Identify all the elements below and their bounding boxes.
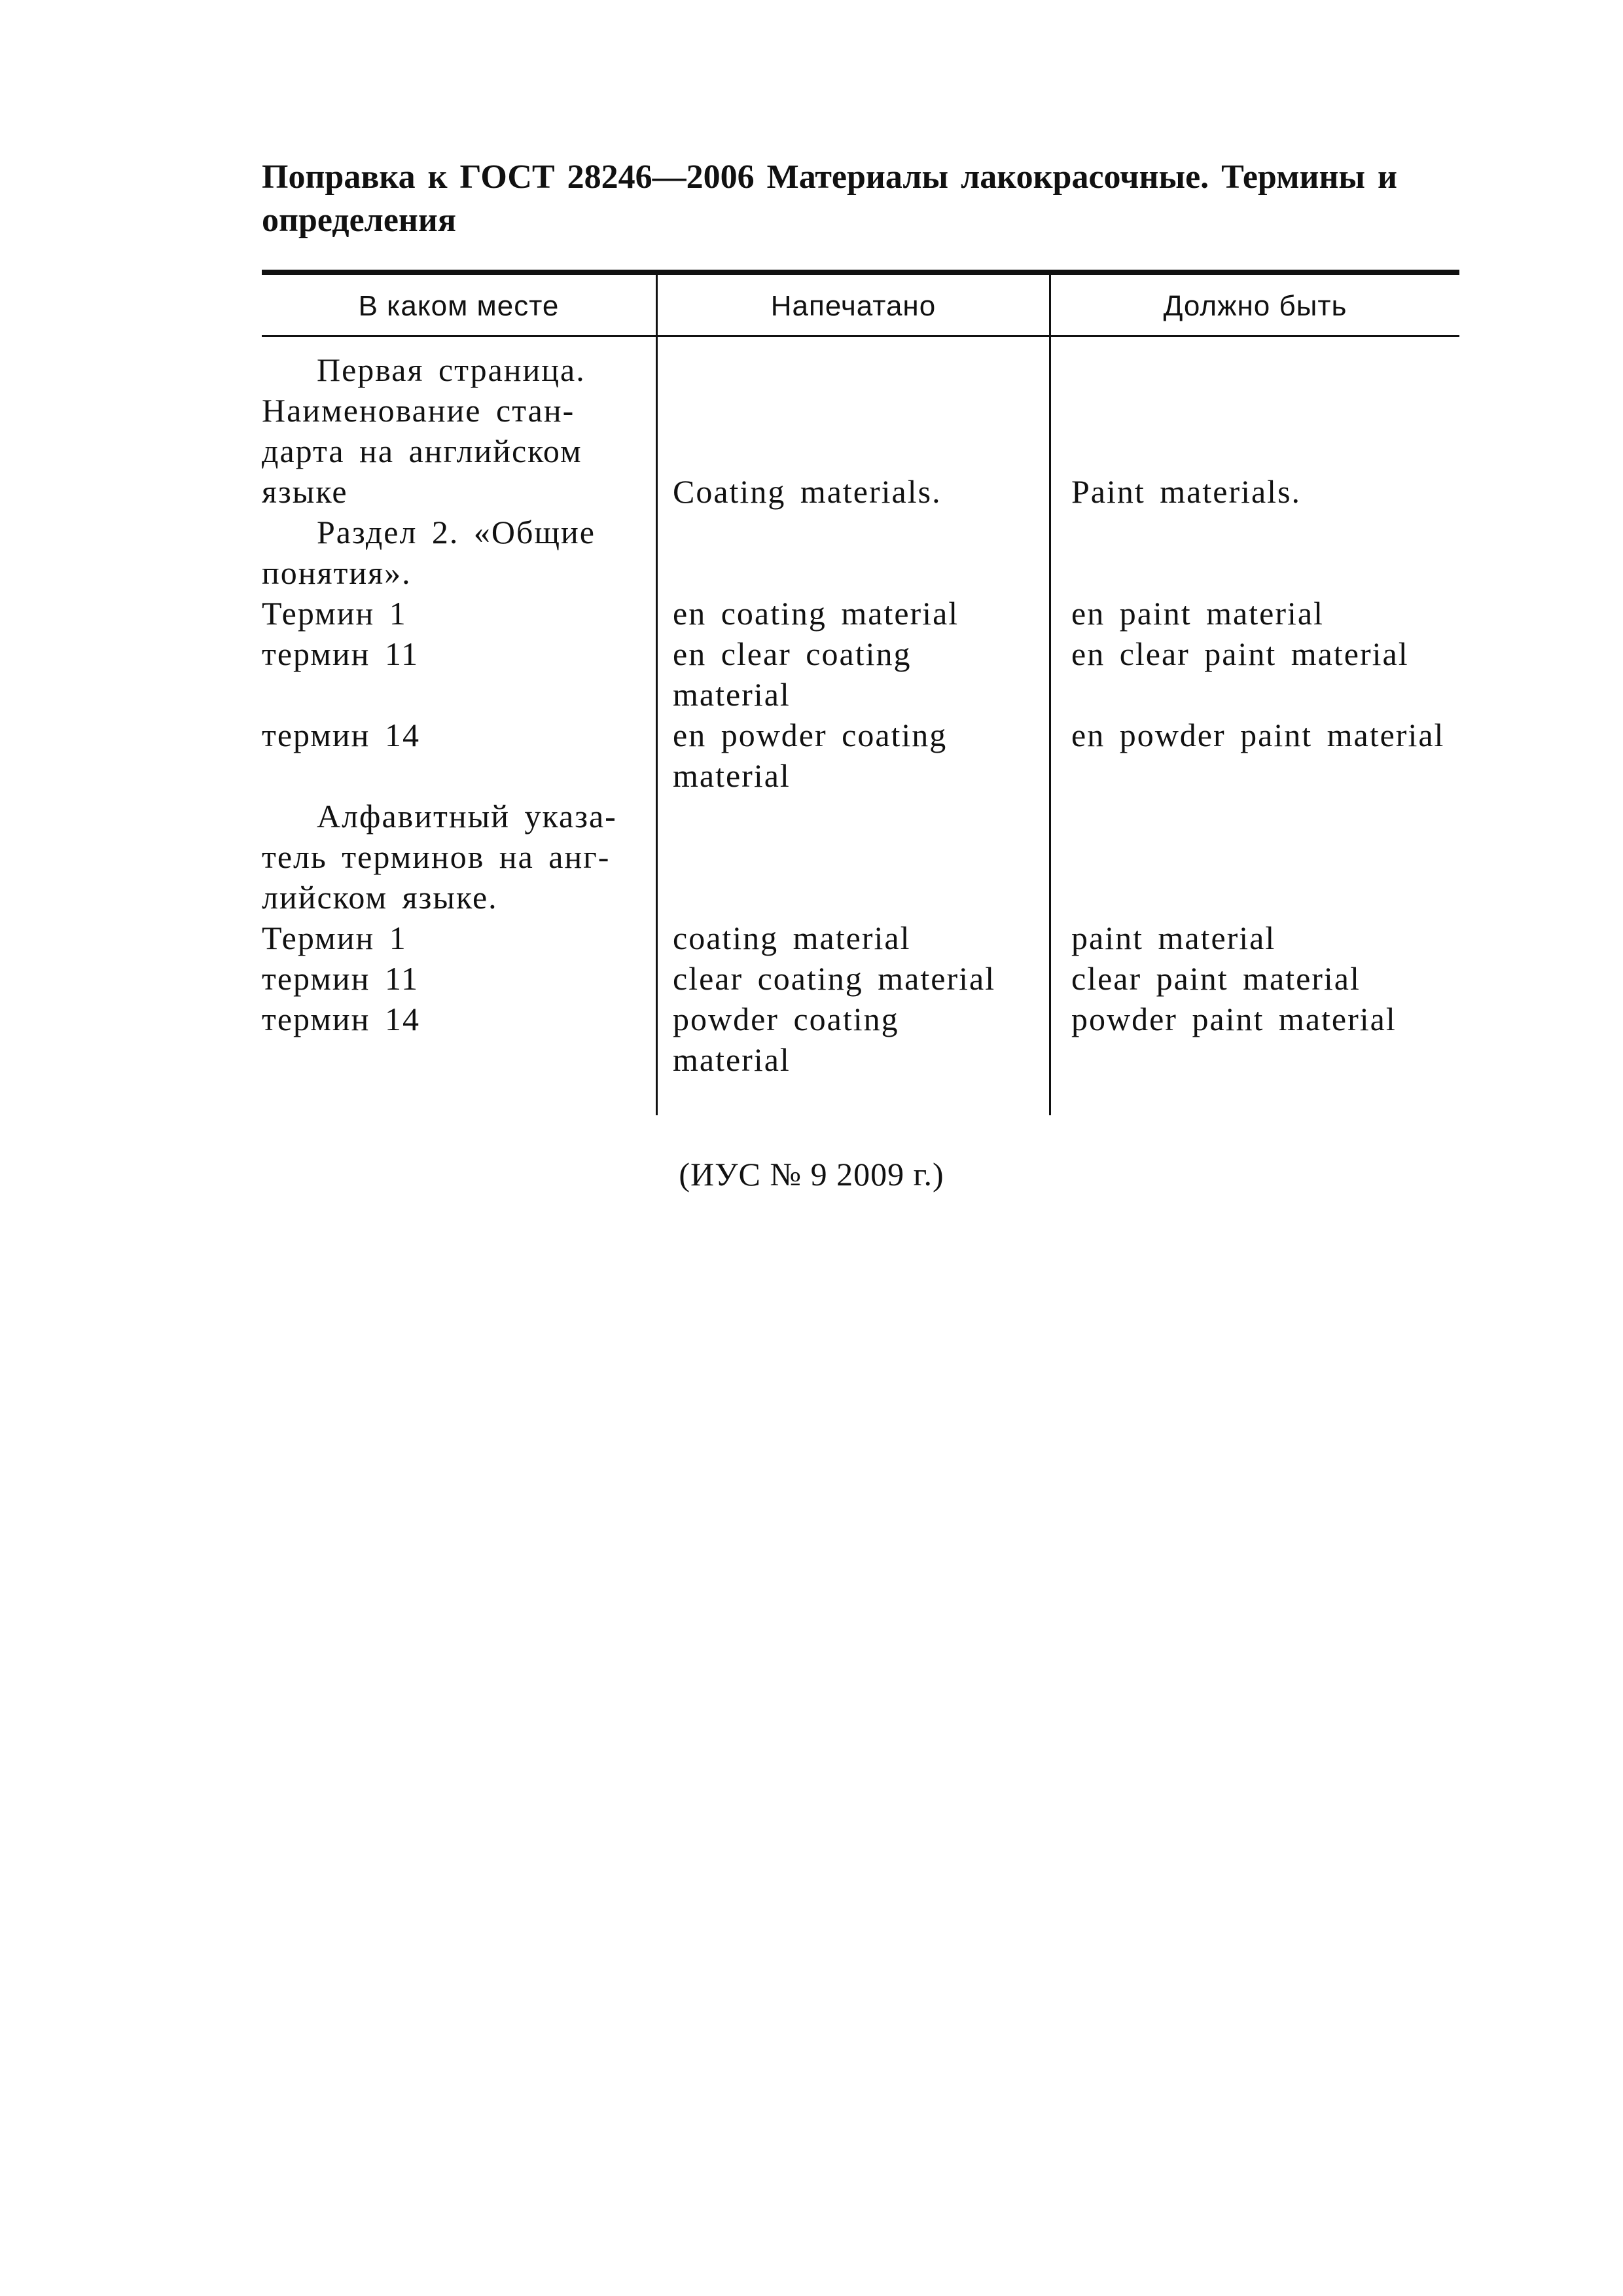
title-line-1: Поправка к ГОСТ 28246—2006 Материалы лакокрасочные. Термины и (262, 158, 1397, 196)
location-line: термин 14 (262, 1001, 420, 1037)
column-divider-2 (1049, 275, 1051, 1115)
printed-line: Coating materials. (673, 473, 942, 510)
header-location: В каком месте (358, 290, 560, 322)
table-top-rule (262, 270, 1459, 275)
location-line: Термин 1 (262, 920, 407, 956)
corrected-line: Paint materials. (1071, 473, 1302, 510)
table-header-rule (262, 335, 1459, 337)
printed-line: powder coating (673, 1001, 899, 1037)
source-reference: (ИУС № 9 2009 г.) (679, 1156, 944, 1193)
location-line: термин 14 (262, 717, 420, 753)
corrected-line: powder paint material (1071, 1001, 1397, 1037)
printed-line: coating material (673, 920, 911, 956)
location-line: термин 11 (262, 960, 419, 997)
corrected-line: clear paint material (1071, 960, 1361, 997)
corrected-line: en paint material (1071, 595, 1324, 632)
location-line: Первая страница. (317, 351, 586, 388)
printed-line: clear coating material (673, 960, 996, 997)
printed-line: material (673, 757, 791, 794)
printed-line: en coating material (673, 595, 959, 632)
corrected-line: paint material (1071, 920, 1276, 956)
location-line: дарта на английском (262, 433, 582, 469)
header-printed: Напечатано (770, 290, 936, 322)
location-line: Термин 1 (262, 595, 407, 632)
location-line: тель терминов на анг- (262, 838, 611, 875)
location-line: Раздел 2. «Общие (317, 514, 596, 550)
corrected-line: en clear paint material (1071, 636, 1409, 672)
location-line: термин 11 (262, 636, 419, 672)
title-line-2: определения (262, 202, 456, 239)
corrected-line: en powder paint material (1071, 717, 1445, 753)
location-line: Алфавитный указа- (317, 798, 617, 834)
location-line: лийском языке. (262, 879, 498, 916)
header-should-be: Должно быть (1163, 290, 1347, 322)
printed-line: en powder coating (673, 717, 948, 753)
document-title (262, 156, 1459, 242)
location-line: Наименование стан- (262, 392, 575, 429)
printed-line: material (673, 1041, 791, 1078)
printed-line: en clear coating (673, 636, 912, 672)
location-line: понятия». (262, 554, 412, 591)
printed-line: material (673, 676, 791, 713)
column-divider-1 (656, 275, 658, 1115)
location-line: языке (262, 473, 348, 510)
